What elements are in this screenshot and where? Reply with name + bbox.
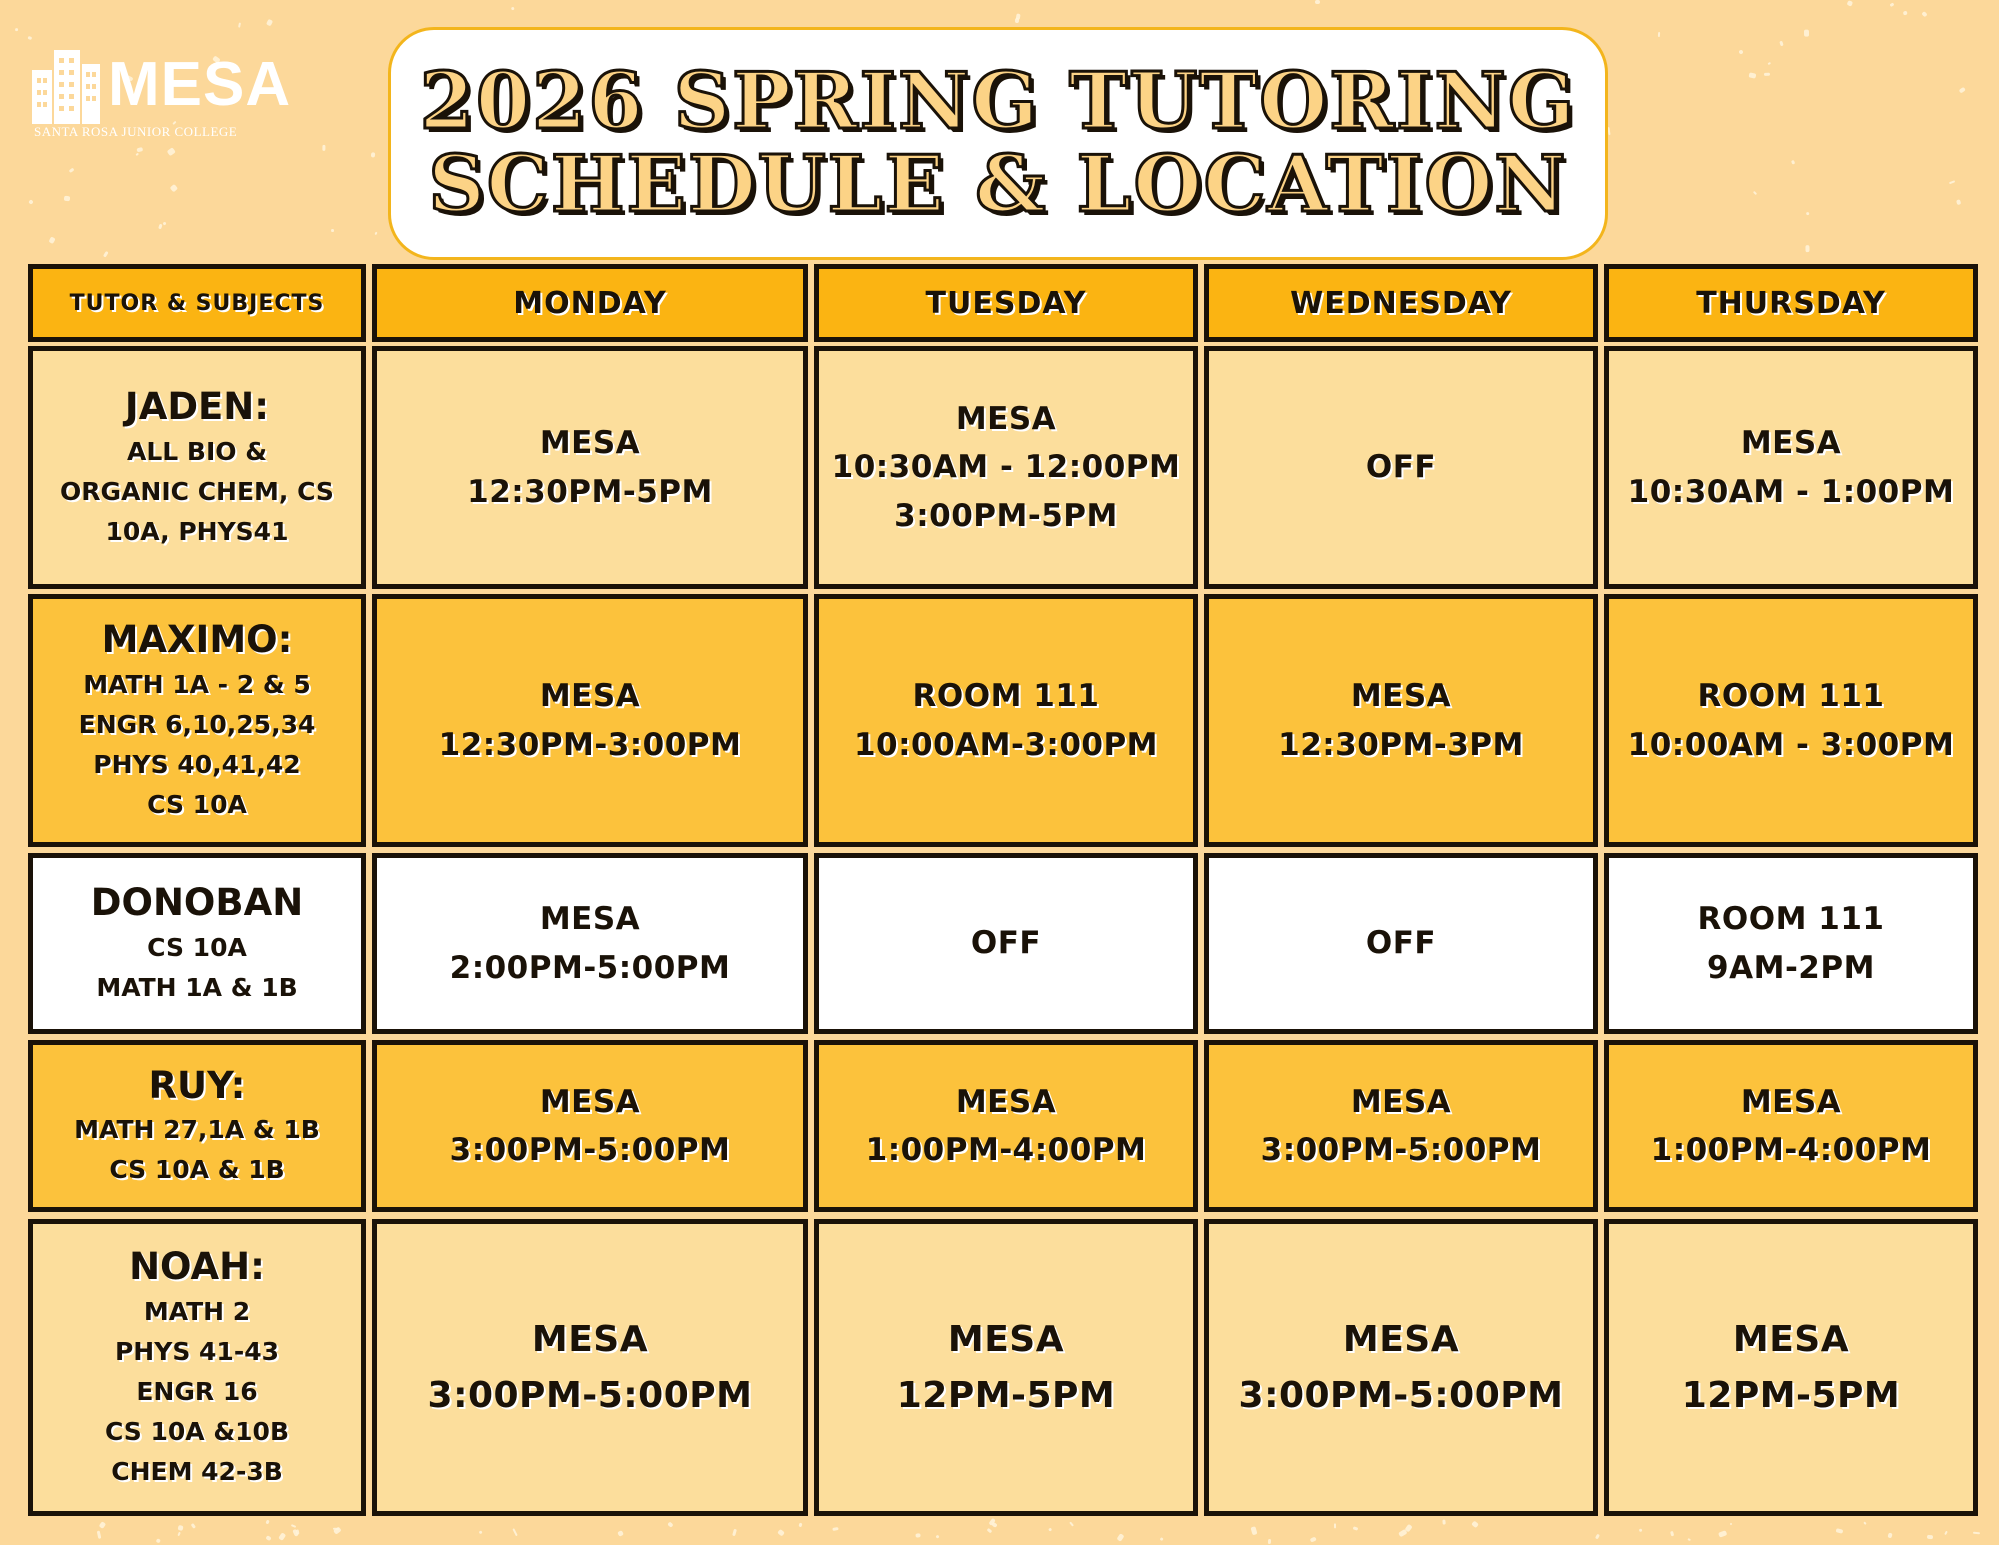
schedule-location: MESA (1732, 1318, 1850, 1360)
speck (1117, 1533, 1125, 1542)
schedule-time: 3:00PM-5:00PM (449, 1132, 731, 1168)
schedule-time: 12PM-5PM (1681, 1374, 1901, 1416)
speck (1890, 2, 1895, 7)
speck (667, 1522, 674, 1529)
speck (1792, 160, 1796, 165)
schedule-location: MESA (539, 901, 641, 938)
speck (28, 199, 34, 205)
schedule-time: 12:30PM-3:00PM (438, 726, 742, 763)
schedule-time: 9AM-2PM (1707, 949, 1875, 986)
speck (1973, 1531, 1980, 1534)
tutor-name: RUY: (148, 1063, 246, 1107)
schedule-time: 10:30AM - 12:00PM (831, 449, 1181, 486)
tutor-subject-line: ENGR 16 (136, 1376, 258, 1406)
schedule-location: OFF (1365, 925, 1437, 962)
tutor-cell-noah (28, 1219, 366, 1516)
speck (1352, 1526, 1358, 1530)
schedule-time: 3:00PM-5:00PM (1260, 1132, 1542, 1168)
speck (162, 221, 166, 225)
schedule-location: MESA (539, 678, 641, 715)
schedule-time: 2:00PM-5:00PM (449, 949, 731, 986)
tutor-name: DONOBAN (90, 881, 304, 925)
schedule-cell-maximo-monday (372, 594, 808, 847)
speck (1730, 1523, 1732, 1525)
tutor-subject-line: CS 10A & 1B (109, 1155, 285, 1185)
tutor-subject-line: PHYS 41-43 (114, 1336, 279, 1366)
tutor-name: MAXIMO: (101, 618, 293, 662)
speck (1835, 1528, 1843, 1533)
schedule-cell-jaden-monday (372, 346, 808, 589)
speck (136, 152, 139, 155)
speck (1049, 1527, 1052, 1530)
speck (156, 1538, 161, 1544)
schedule-time: 3:00PM-5:00PM (427, 1374, 753, 1416)
speck (1753, 191, 1757, 195)
speck (1250, 1526, 1257, 1535)
speck (1738, 49, 1743, 54)
speck (1719, 1530, 1728, 1538)
schedule-time: 10:30AM - 1:00PM (1627, 473, 1955, 510)
schedule-cell-maximo-thursday (1604, 594, 1978, 847)
schedule-cell-noah-thursday (1604, 1219, 1978, 1516)
schedule-cell-noah-monday (372, 1219, 808, 1516)
speck (98, 1522, 105, 1529)
logo-wordmark: MESA (108, 50, 292, 119)
speck (1949, 180, 1955, 184)
speck (265, 18, 273, 26)
schedule-time: 10:00AM - 3:00PM (1627, 726, 1955, 763)
schedule-cell-maximo-tuesday (814, 594, 1198, 847)
header-tutor-subjects: TUTOR & SUBJECTS (28, 264, 366, 342)
tutor-subject-line: MATH 27,1A & 1B (74, 1115, 320, 1145)
schedule-location: ROOM 111 (1697, 901, 1885, 938)
tutor-cell-ruy (28, 1040, 366, 1212)
header-tuesday: TUESDAY (814, 264, 1198, 342)
speck (1608, 127, 1611, 135)
schedule-cell-ruy-monday (372, 1040, 808, 1212)
speck (833, 1527, 839, 1531)
speck (177, 1532, 181, 1537)
speck (617, 1530, 624, 1537)
speck (170, 184, 178, 192)
schedule-time: 3:00PM-5PM (894, 497, 1118, 534)
tutor-subject-line: ORGANIC CHEM, CS (60, 476, 334, 506)
speck (1887, 1532, 1893, 1538)
speck (1805, 245, 1809, 252)
speck (1334, 1523, 1336, 1528)
speck (331, 229, 334, 232)
speck (1595, 1533, 1600, 1539)
tutor-cell-maximo (28, 594, 366, 847)
speck (63, 196, 70, 202)
schedule-cell-noah-tuesday (814, 1219, 1198, 1516)
schedule-cell-donoban-thursday (1604, 853, 1978, 1034)
speck (1863, 1522, 1866, 1525)
schedule-cell-donoban-monday (372, 853, 808, 1034)
schedule-location: MESA (1342, 1318, 1460, 1360)
schedule-cell-ruy-thursday (1604, 1040, 1978, 1212)
speck (1957, 200, 1962, 205)
speck (511, 7, 515, 11)
speck (374, 231, 377, 235)
speck (1903, 10, 1908, 15)
schedule-location: MESA (947, 1318, 1065, 1360)
speck (167, 147, 176, 156)
schedule-location: MESA (955, 401, 1057, 438)
schedule-location: ROOM 111 (1697, 678, 1885, 715)
schedule-cell-jaden-thursday (1604, 346, 1978, 589)
schedule-location: MESA (539, 425, 641, 462)
schedule-location: MESA (531, 1318, 649, 1360)
speck (1670, 1530, 1674, 1536)
speck (1268, 1538, 1271, 1543)
speck (1471, 1520, 1479, 1528)
speck (48, 236, 55, 244)
speck (778, 1529, 785, 1536)
tutor-subject-line: CS 10A (147, 932, 247, 962)
schedule-location: MESA (1740, 1083, 1842, 1120)
speck (1846, 0, 1853, 7)
speck (1657, 32, 1659, 37)
speck (1639, 1529, 1643, 1533)
tutor-subject-line: ALL BIO & (126, 436, 268, 466)
speck (1443, 1520, 1446, 1525)
schedule-cell-jaden-tuesday (814, 346, 1198, 589)
speck (1309, 1537, 1316, 1543)
speck (1159, 1537, 1163, 1541)
title-box (388, 27, 1608, 260)
speck (278, 1532, 286, 1540)
speck (177, 1525, 184, 1531)
speck (1944, 1530, 1948, 1534)
schedule-location: MESA (539, 1083, 641, 1120)
speck (479, 1530, 483, 1534)
schedule-cell-jaden-wednesday (1204, 346, 1598, 589)
schedule-cell-donoban-tuesday (814, 853, 1198, 1034)
speck (512, 1528, 518, 1536)
speck (1069, 1521, 1074, 1526)
speck (1767, 62, 1771, 66)
schedule-location: MESA (1350, 678, 1452, 715)
speck (915, 1534, 920, 1539)
speck (986, 1528, 991, 1533)
schedule-location: ROOM 111 (912, 678, 1100, 715)
speck (1687, 1538, 1691, 1541)
tutor-subject-line: MATH 1A - 2 & 5 (83, 669, 311, 699)
schedule-time: 3:00PM-5:00PM (1238, 1374, 1564, 1416)
schedule-time: 12:30PM-5PM (467, 473, 713, 510)
tutor-subject-line: CS 10A (147, 789, 247, 819)
tutor-subject-line: MATH 2 (143, 1296, 251, 1326)
speck (159, 224, 163, 229)
schedule-time: 1:00PM-4:00PM (865, 1132, 1147, 1168)
logo-subtitle: SANTA ROSA JUNIOR COLLEGE (34, 124, 238, 139)
speck (799, 1522, 803, 1527)
speck (935, 1535, 939, 1539)
schedule-time: 12:30PM-3PM (1278, 726, 1524, 763)
speck (1927, 1535, 1933, 1540)
speck (191, 1522, 196, 1528)
tutor-cell-jaden (28, 346, 366, 589)
speck (265, 1520, 270, 1525)
header-monday: MONDAY (372, 264, 808, 342)
speck (1804, 29, 1809, 36)
speck (291, 1524, 296, 1528)
speck (732, 1528, 737, 1536)
schedule-cell-ruy-tuesday (814, 1040, 1198, 1212)
tutor-subject-line: 10A, PHYS41 (105, 516, 289, 546)
schedule-location: MESA (1740, 425, 1842, 462)
speck (1764, 72, 1770, 75)
speck (238, 22, 241, 27)
tutor-name: JADEN: (124, 385, 270, 429)
speck (69, 167, 75, 173)
building-icon (32, 40, 102, 124)
tutor-subject-line: MATH 1A & 1B (96, 972, 298, 1002)
tutor-subject-line: CS 10A &10B (104, 1416, 289, 1446)
schedule-location: MESA (1350, 1083, 1452, 1120)
tutor-name: NOAH: (129, 1245, 265, 1289)
speck (15, 28, 18, 31)
speck (96, 1530, 101, 1538)
speck (1315, 0, 1320, 4)
schedule-cell-noah-wednesday (1204, 1219, 1598, 1516)
schedule-time: 12PM-5PM (896, 1374, 1116, 1416)
speck (136, 147, 143, 152)
speck (103, 251, 108, 257)
header-thursday: THURSDAY (1604, 264, 1978, 342)
schedule-cell-maximo-wednesday (1204, 594, 1598, 847)
speck (1921, 11, 1927, 17)
speck (1015, 18, 1019, 23)
speck (1806, 211, 1810, 215)
schedule-cell-donoban-wednesday (1204, 853, 1598, 1034)
tutor-cell-donoban (28, 853, 366, 1034)
schedule-time: 10:00AM-3:00PM (853, 726, 1159, 763)
schedule-location: OFF (970, 925, 1042, 962)
speck (371, 152, 375, 157)
speck (1958, 87, 1966, 94)
speck (1780, 40, 1784, 46)
schedule-location: MESA (955, 1083, 1057, 1120)
tutor-subject-line: CHEM 42-3B (111, 1456, 283, 1486)
header-wednesday: WEDNESDAY (1204, 264, 1598, 342)
schedule-location: OFF (1365, 449, 1437, 486)
speck (322, 145, 325, 151)
mesa-logo (32, 36, 322, 146)
speck (265, 1535, 271, 1541)
schedule-time: 1:00PM-4:00PM (1650, 1132, 1932, 1168)
title-line-1: 2026 SPRING TUTORING (419, 55, 1577, 147)
title-line-2: SCHEDULE & LOCATION (428, 138, 1568, 230)
tutor-subject-line: PHYS 40,41,42 (93, 749, 301, 779)
tutor-subject-line: ENGR 6,10,25,34 (78, 709, 316, 739)
schedule-cell-ruy-wednesday (1204, 1040, 1598, 1212)
speck (1749, 72, 1757, 78)
